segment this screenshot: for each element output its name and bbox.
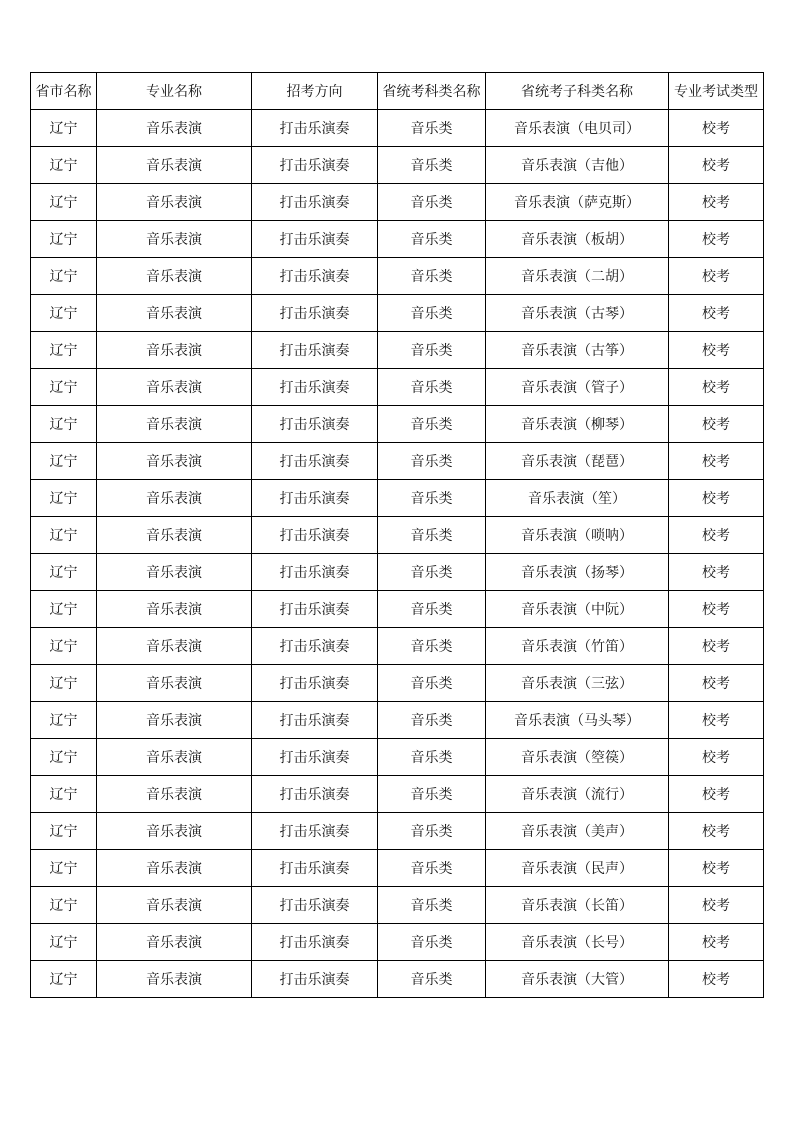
cell-province: 辽宁 xyxy=(31,554,97,591)
cell-exam-subcategory: 音乐表演（柳琴） xyxy=(486,406,669,443)
cell-province: 辽宁 xyxy=(31,850,97,887)
table-row xyxy=(31,295,764,332)
cell-exam-category: 音乐类 xyxy=(378,591,486,628)
cell-exam-subcategory: 音乐表演（古筝） xyxy=(486,332,669,369)
col-header-province: 省市名称 xyxy=(31,73,97,110)
cell-exam-subcategory: 音乐表演（管子） xyxy=(486,369,669,406)
table-row xyxy=(31,591,764,628)
table-row xyxy=(31,221,764,258)
cell-direction: 打击乐演奏 xyxy=(252,813,378,850)
cell-province: 辽宁 xyxy=(31,665,97,702)
cell-major: 音乐表演 xyxy=(97,591,252,628)
cell-direction: 打击乐演奏 xyxy=(252,369,378,406)
cell-exam-type: 校考 xyxy=(669,665,764,702)
cell-exam-subcategory: 音乐表演（流行） xyxy=(486,776,669,813)
cell-direction: 打击乐演奏 xyxy=(252,665,378,702)
cell-province: 辽宁 xyxy=(31,517,97,554)
cell-exam-category: 音乐类 xyxy=(378,813,486,850)
cell-major: 音乐表演 xyxy=(97,369,252,406)
cell-exam-category: 音乐类 xyxy=(378,147,486,184)
cell-exam-category: 音乐类 xyxy=(378,221,486,258)
cell-exam-category: 音乐类 xyxy=(378,850,486,887)
table-row xyxy=(31,924,764,961)
cell-exam-type: 校考 xyxy=(669,924,764,961)
cell-exam-type: 校考 xyxy=(669,184,764,221)
col-header-exam-subcategory: 省统考子科类名称 xyxy=(486,73,669,110)
cell-major: 音乐表演 xyxy=(97,702,252,739)
cell-exam-type: 校考 xyxy=(669,850,764,887)
cell-direction: 打击乐演奏 xyxy=(252,295,378,332)
cell-exam-type: 校考 xyxy=(669,554,764,591)
cell-exam-category: 音乐类 xyxy=(378,184,486,221)
table-row xyxy=(31,369,764,406)
cell-exam-subcategory: 音乐表演（大管） xyxy=(486,961,669,998)
table-row xyxy=(31,110,764,147)
cell-direction: 打击乐演奏 xyxy=(252,480,378,517)
table-row xyxy=(31,480,764,517)
cell-exam-subcategory: 音乐表演（长笛） xyxy=(486,887,669,924)
table-row xyxy=(31,554,764,591)
cell-direction: 打击乐演奏 xyxy=(252,332,378,369)
cell-exam-type: 校考 xyxy=(669,813,764,850)
cell-exam-type: 校考 xyxy=(669,406,764,443)
cell-exam-type: 校考 xyxy=(669,332,764,369)
cell-major: 音乐表演 xyxy=(97,739,252,776)
cell-direction: 打击乐演奏 xyxy=(252,184,378,221)
cell-province: 辽宁 xyxy=(31,147,97,184)
cell-province: 辽宁 xyxy=(31,702,97,739)
cell-exam-type: 校考 xyxy=(669,702,764,739)
cell-exam-category: 音乐类 xyxy=(378,554,486,591)
cell-direction: 打击乐演奏 xyxy=(252,591,378,628)
cell-exam-category: 音乐类 xyxy=(378,369,486,406)
cell-major: 音乐表演 xyxy=(97,258,252,295)
cell-major: 音乐表演 xyxy=(97,517,252,554)
table-row xyxy=(31,443,764,480)
cell-major: 音乐表演 xyxy=(97,665,252,702)
cell-province: 辽宁 xyxy=(31,776,97,813)
cell-major: 音乐表演 xyxy=(97,813,252,850)
cell-major: 音乐表演 xyxy=(97,110,252,147)
cell-exam-subcategory: 音乐表演（箜篌） xyxy=(486,739,669,776)
cell-exam-category: 音乐类 xyxy=(378,961,486,998)
cell-major: 音乐表演 xyxy=(97,480,252,517)
document-page xyxy=(30,72,763,998)
cell-province: 辽宁 xyxy=(31,887,97,924)
table-row xyxy=(31,517,764,554)
cell-major: 音乐表演 xyxy=(97,850,252,887)
cell-exam-subcategory: 音乐表演（萨克斯） xyxy=(486,184,669,221)
cell-exam-category: 音乐类 xyxy=(378,258,486,295)
cell-exam-type: 校考 xyxy=(669,369,764,406)
cell-direction: 打击乐演奏 xyxy=(252,739,378,776)
table-row xyxy=(31,184,764,221)
table-row xyxy=(31,665,764,702)
table-row xyxy=(31,628,764,665)
cell-exam-subcategory: 音乐表演（二胡） xyxy=(486,258,669,295)
cell-exam-category: 音乐类 xyxy=(378,110,486,147)
cell-direction: 打击乐演奏 xyxy=(252,776,378,813)
cell-direction: 打击乐演奏 xyxy=(252,628,378,665)
table-row xyxy=(31,776,764,813)
header-row xyxy=(31,73,764,110)
cell-province: 辽宁 xyxy=(31,258,97,295)
cell-exam-type: 校考 xyxy=(669,480,764,517)
cell-direction: 打击乐演奏 xyxy=(252,554,378,591)
cell-exam-subcategory: 音乐表演（板胡） xyxy=(486,221,669,258)
table-row xyxy=(31,813,764,850)
col-header-exam-type: 专业考试类型 xyxy=(669,73,764,110)
cell-province: 辽宁 xyxy=(31,295,97,332)
cell-exam-category: 音乐类 xyxy=(378,887,486,924)
cell-exam-type: 校考 xyxy=(669,739,764,776)
table-row xyxy=(31,850,764,887)
cell-direction: 打击乐演奏 xyxy=(252,961,378,998)
cell-exam-subcategory: 音乐表演（三弦） xyxy=(486,665,669,702)
cell-major: 音乐表演 xyxy=(97,961,252,998)
cell-exam-type: 校考 xyxy=(669,443,764,480)
cell-province: 辽宁 xyxy=(31,480,97,517)
cell-exam-subcategory: 音乐表演（电贝司） xyxy=(486,110,669,147)
table-row xyxy=(31,702,764,739)
cell-major: 音乐表演 xyxy=(97,776,252,813)
col-header-exam-category: 省统考科类名称 xyxy=(378,73,486,110)
cell-exam-subcategory: 音乐表演（民声） xyxy=(486,850,669,887)
table-row xyxy=(31,147,764,184)
cell-direction: 打击乐演奏 xyxy=(252,147,378,184)
col-header-major: 专业名称 xyxy=(97,73,252,110)
cell-province: 辽宁 xyxy=(31,406,97,443)
cell-exam-type: 校考 xyxy=(669,517,764,554)
cell-province: 辽宁 xyxy=(31,961,97,998)
cell-province: 辽宁 xyxy=(31,110,97,147)
cell-exam-type: 校考 xyxy=(669,147,764,184)
cell-province: 辽宁 xyxy=(31,924,97,961)
cell-major: 音乐表演 xyxy=(97,443,252,480)
cell-exam-category: 音乐类 xyxy=(378,295,486,332)
cell-exam-category: 音乐类 xyxy=(378,739,486,776)
cell-direction: 打击乐演奏 xyxy=(252,924,378,961)
admissions-table xyxy=(30,72,764,998)
cell-province: 辽宁 xyxy=(31,332,97,369)
cell-exam-subcategory: 音乐表演（长号） xyxy=(486,924,669,961)
cell-exam-category: 音乐类 xyxy=(378,924,486,961)
cell-province: 辽宁 xyxy=(31,739,97,776)
cell-major: 音乐表演 xyxy=(97,184,252,221)
cell-direction: 打击乐演奏 xyxy=(252,850,378,887)
cell-exam-subcategory: 音乐表演（吉他） xyxy=(486,147,669,184)
cell-exam-type: 校考 xyxy=(669,887,764,924)
cell-major: 音乐表演 xyxy=(97,221,252,258)
table-row xyxy=(31,887,764,924)
cell-major: 音乐表演 xyxy=(97,887,252,924)
cell-province: 辽宁 xyxy=(31,628,97,665)
cell-exam-category: 音乐类 xyxy=(378,480,486,517)
cell-province: 辽宁 xyxy=(31,221,97,258)
cell-exam-subcategory: 音乐表演（扬琴） xyxy=(486,554,669,591)
table-row xyxy=(31,739,764,776)
cell-province: 辽宁 xyxy=(31,443,97,480)
cell-province: 辽宁 xyxy=(31,184,97,221)
cell-major: 音乐表演 xyxy=(97,406,252,443)
cell-exam-type: 校考 xyxy=(669,221,764,258)
cell-province: 辽宁 xyxy=(31,813,97,850)
cell-major: 音乐表演 xyxy=(97,554,252,591)
cell-major: 音乐表演 xyxy=(97,295,252,332)
cell-exam-subcategory: 音乐表演（古琴） xyxy=(486,295,669,332)
cell-exam-type: 校考 xyxy=(669,628,764,665)
cell-exam-type: 校考 xyxy=(669,776,764,813)
cell-exam-category: 音乐类 xyxy=(378,776,486,813)
cell-major: 音乐表演 xyxy=(97,332,252,369)
cell-exam-category: 音乐类 xyxy=(378,406,486,443)
cell-major: 音乐表演 xyxy=(97,924,252,961)
cell-direction: 打击乐演奏 xyxy=(252,258,378,295)
cell-exam-category: 音乐类 xyxy=(378,702,486,739)
cell-direction: 打击乐演奏 xyxy=(252,887,378,924)
cell-exam-subcategory: 音乐表演（马头琴） xyxy=(486,702,669,739)
cell-exam-subcategory: 音乐表演（唢呐） xyxy=(486,517,669,554)
cell-direction: 打击乐演奏 xyxy=(252,406,378,443)
cell-exam-category: 音乐类 xyxy=(378,665,486,702)
table-body xyxy=(31,110,764,998)
cell-exam-type: 校考 xyxy=(669,961,764,998)
table-row xyxy=(31,332,764,369)
cell-direction: 打击乐演奏 xyxy=(252,443,378,480)
cell-exam-subcategory: 音乐表演（琵琶） xyxy=(486,443,669,480)
cell-direction: 打击乐演奏 xyxy=(252,702,378,739)
cell-exam-subcategory: 音乐表演（笙） xyxy=(486,480,669,517)
cell-province: 辽宁 xyxy=(31,369,97,406)
cell-major: 音乐表演 xyxy=(97,147,252,184)
cell-exam-category: 音乐类 xyxy=(378,443,486,480)
cell-exam-subcategory: 音乐表演（竹笛） xyxy=(486,628,669,665)
cell-direction: 打击乐演奏 xyxy=(252,517,378,554)
cell-exam-type: 校考 xyxy=(669,295,764,332)
cell-exam-subcategory: 音乐表演（美声） xyxy=(486,813,669,850)
cell-exam-category: 音乐类 xyxy=(378,332,486,369)
cell-major: 音乐表演 xyxy=(97,628,252,665)
table-row xyxy=(31,961,764,998)
cell-direction: 打击乐演奏 xyxy=(252,221,378,258)
table-row xyxy=(31,258,764,295)
cell-exam-category: 音乐类 xyxy=(378,517,486,554)
cell-province: 辽宁 xyxy=(31,591,97,628)
cell-exam-type: 校考 xyxy=(669,591,764,628)
table-row xyxy=(31,406,764,443)
cell-exam-category: 音乐类 xyxy=(378,628,486,665)
cell-direction: 打击乐演奏 xyxy=(252,110,378,147)
cell-exam-type: 校考 xyxy=(669,110,764,147)
col-header-direction: 招考方向 xyxy=(252,73,378,110)
cell-exam-subcategory: 音乐表演（中阮） xyxy=(486,591,669,628)
cell-exam-type: 校考 xyxy=(669,258,764,295)
